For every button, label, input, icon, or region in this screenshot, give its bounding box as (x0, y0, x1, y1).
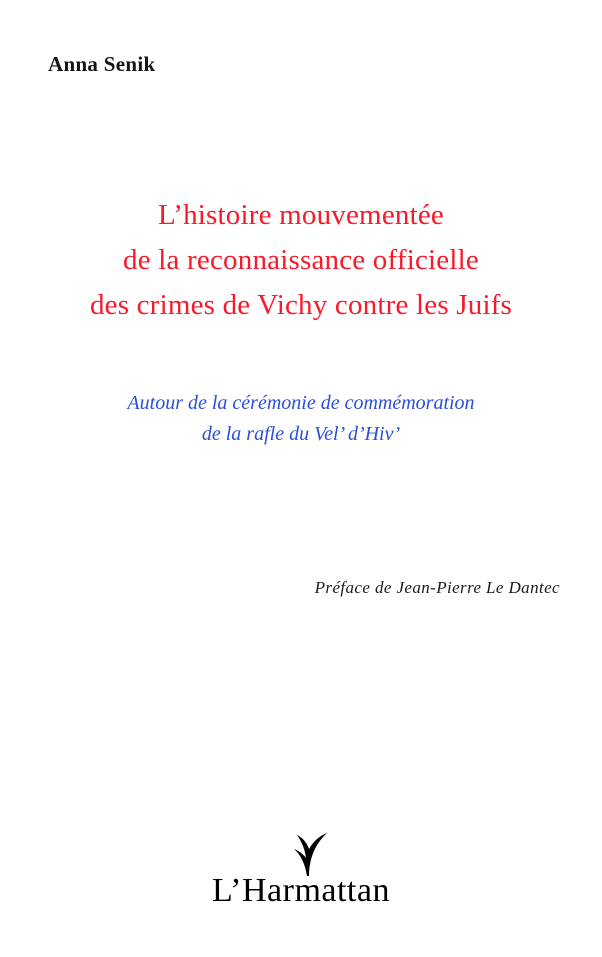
leaf-icon (289, 832, 331, 876)
preface-credit: Préface de Jean-Pierre Le Dantec (314, 578, 560, 597)
book-title (0, 193, 602, 328)
publisher-block (0, 832, 602, 915)
book-subtitle (0, 388, 602, 450)
title-line-1: L’histoire mouvementée (157, 199, 444, 231)
subtitle-line-1: Autour de la cérémonie de commémoration (127, 392, 475, 414)
publisher-name: L’Harmattan (212, 872, 390, 909)
publisher-logo (186, 832, 416, 910)
title-line-3: des crimes de Vichy contre les Juifs (89, 289, 513, 321)
author-name: Anna Senik (48, 52, 156, 76)
subtitle-line-2: de la rafle du Vel’ d’Hiv’ (201, 423, 401, 445)
title-line-2: de la reconnaissance officielle (123, 244, 479, 276)
